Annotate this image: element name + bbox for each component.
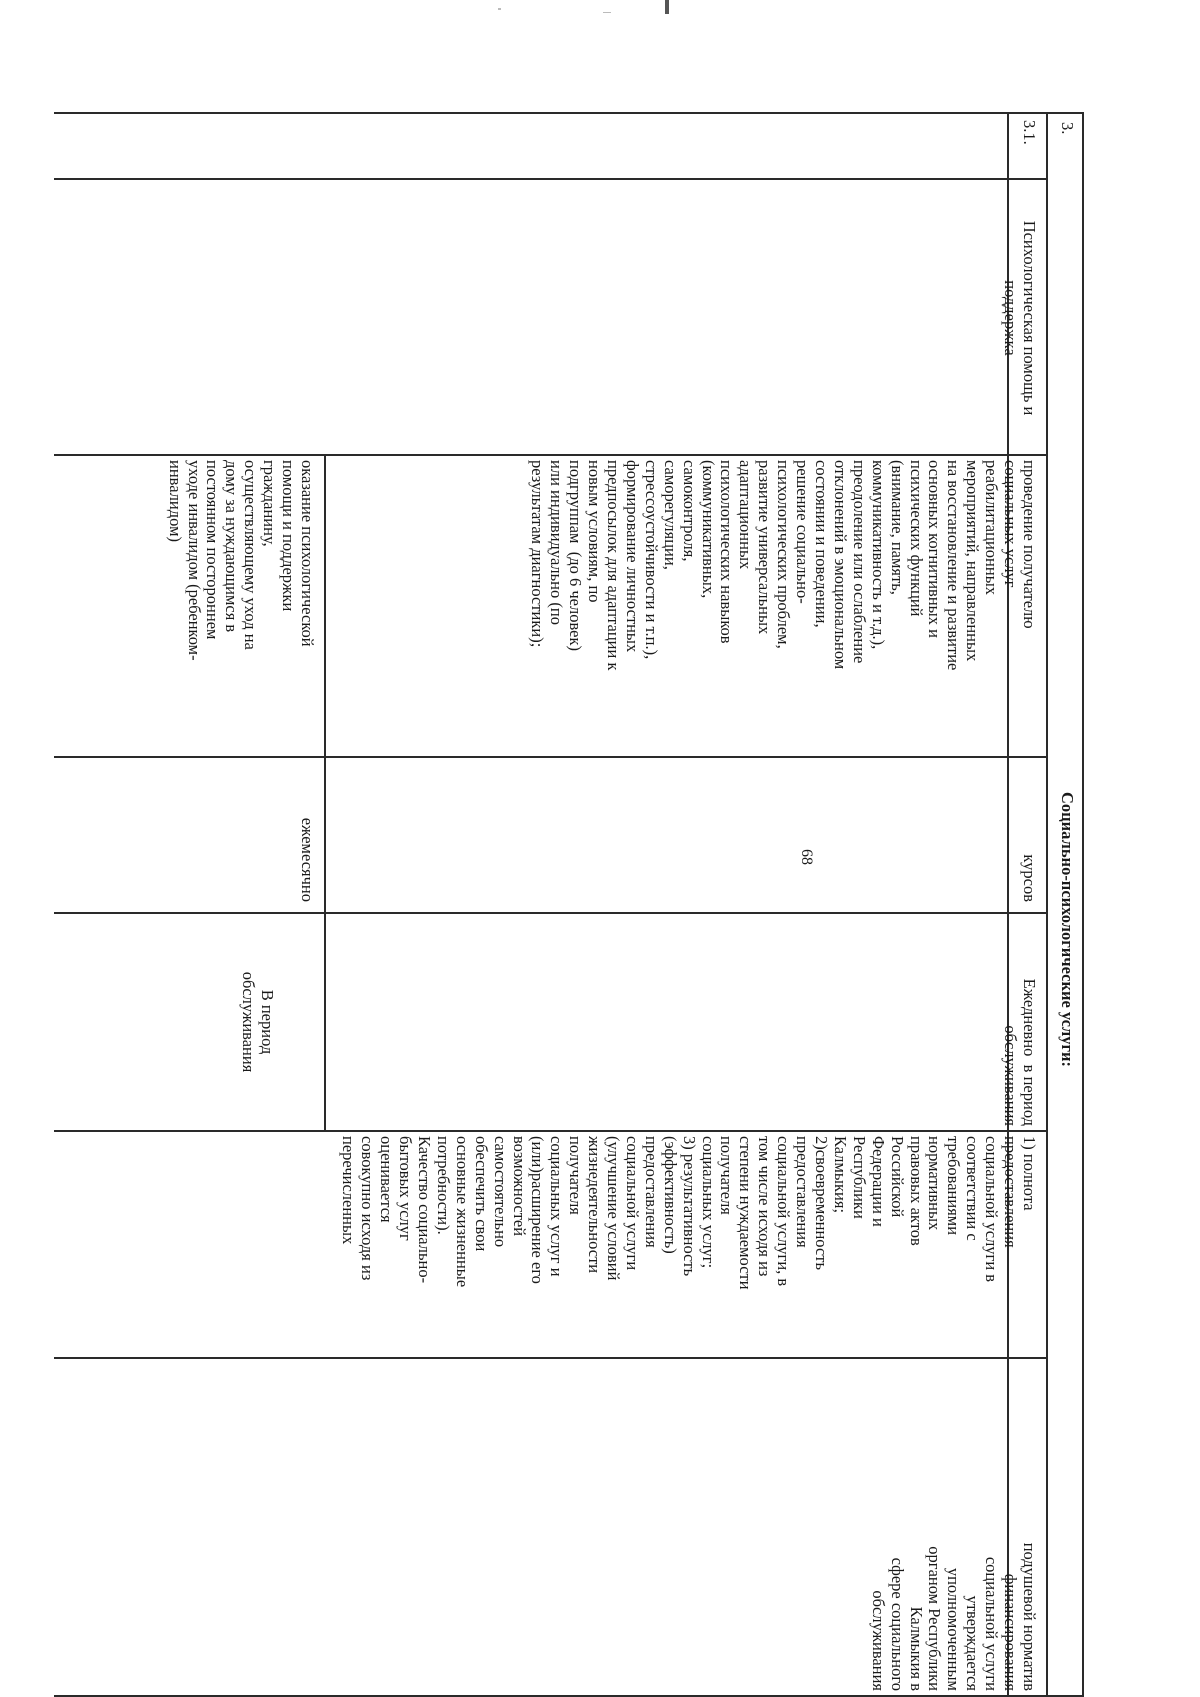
financing-norm: подушевой норматив финансирования социальной услуги утверждается уполномоченным органом Республики Калмыкия в сфере социального обслуживания [868,1542,1039,1691]
scan-speck [603,12,611,13]
service-term: Ежедневно в период обслуживания [1001,978,1039,1126]
content-split-line [324,454,326,756]
service-volume-caregiver: ежемесячно [298,817,317,902]
row-number: 3.1. [1020,120,1039,145]
volume-split-line [324,756,326,912]
quality-indicators: 1) полнота предоставления социальной услуги в соответствии с требованиями нормативных правовых актов Российской Федерации и Республики Калмыкия; 2)своевременность предоставления социальной услуги, в том числе исходя из степени нуждаемости получателя социальных услуг; 3) результативность (эффективность) предоставления социальной услуги (улучшение условий жизнедеятельности получателя социальных услуг и (или)расширение его возможностей самостоятельно обеспечить свои основные жизненные потребности). Качество социально- бытовых услуг оценивается совокупно исходя из перечисленных [339,1136,1039,1290]
service-volume: курсов [1020,854,1039,902]
section-number: 3. [1058,122,1077,135]
service-content: проведение получателю социальных услуг реабилитационных мероприятий, направленных на восстановление и развитие основных когнитивных и психических функций (внимание, память, коммуникативность и т.д.), преодоление или ослабление отклонений в эмоциональном состоянии и поведении, решение социально- психологических проблем, развитие универсальных адаптационных психологических навыков (коммуникативных, самоконтроля, саморегуляции, стрессоустойчивости и т.п.), формирование личностных предпосылок для адаптации к новым условиям, по подгруппам (до 6 человек) или индивидуально (по результатам диагностики); [528,460,1039,671]
scan-mark [665,0,669,14]
page-number: 68 [798,849,815,865]
column-divider [54,912,1048,914]
section-header-divider [1046,112,1048,1697]
column-divider [54,454,1048,456]
service-name: Психологическая помощь и поддержка [1001,220,1039,416]
table-border-left [54,112,1084,114]
column-divider [54,178,1048,180]
scan-speck [498,8,501,10]
service-term-caregiver: В период обслуживания [239,971,277,1073]
rotated-table-page [54,112,1084,1697]
term-split-line [324,912,326,1130]
column-divider [54,1357,1048,1359]
table-border-top [1082,112,1084,1697]
service-content-caregiver: оказание психологической помощи и поддержки гражданину, осуществляющему уход на дому за нуждающимся в постоянном постороннем уходе инвалидом (ребенком- инвалидом) [165,460,317,661]
column-divider [54,756,1048,758]
section-title: Социально-психологические услуги: [1058,792,1077,1067]
column-divider [54,1130,1048,1132]
